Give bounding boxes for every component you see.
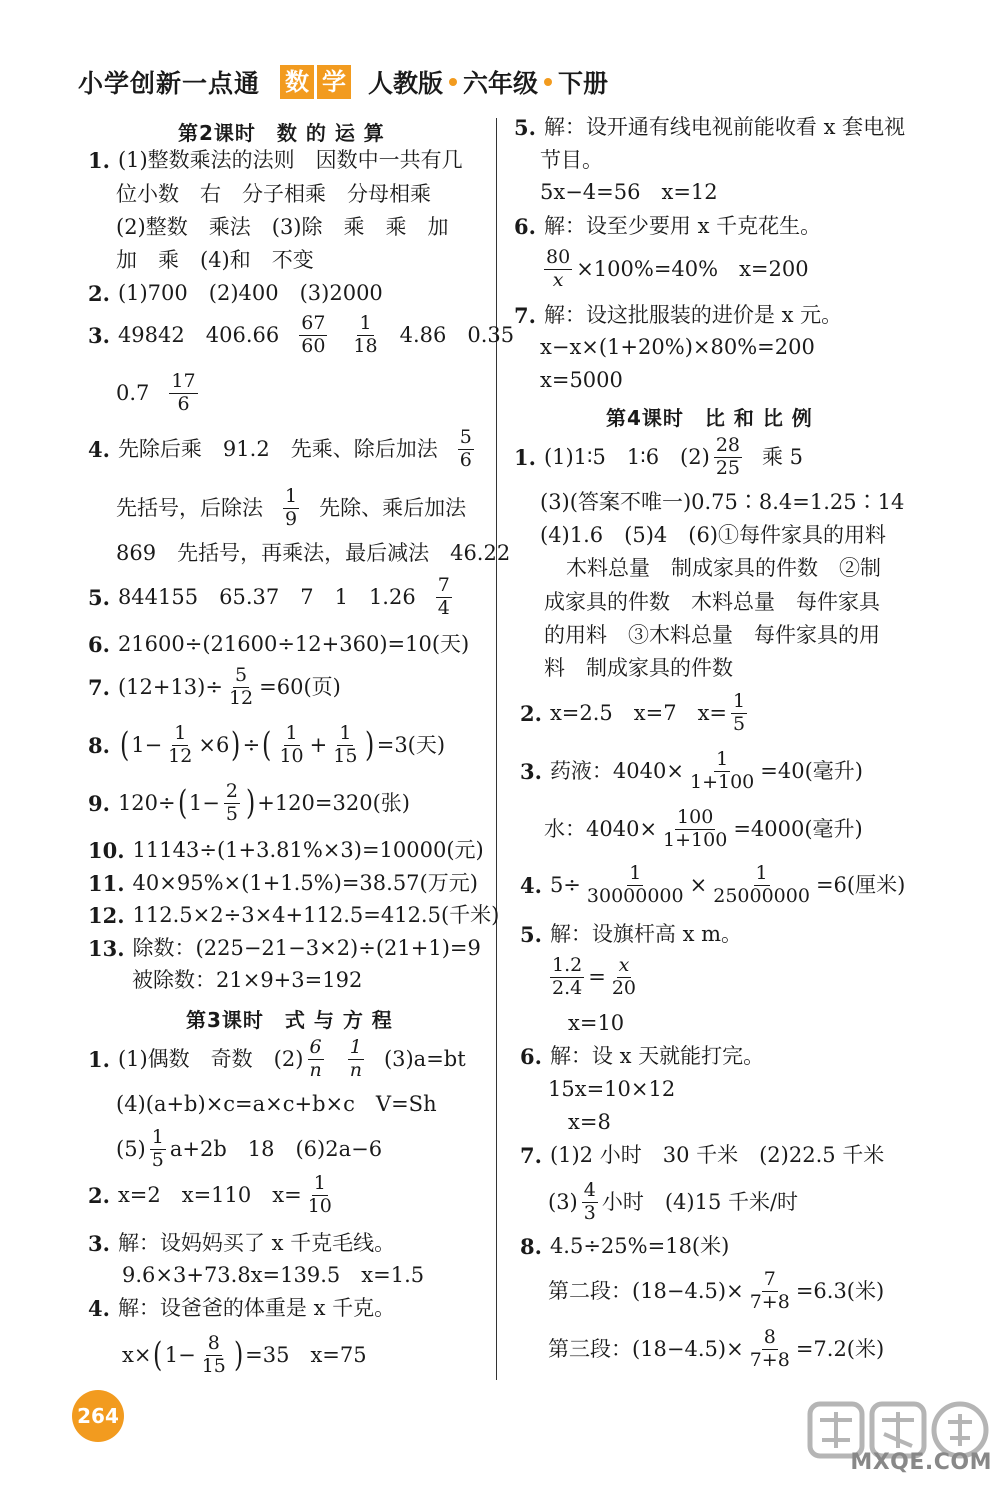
- answer-line: (3) $\frac{4}{3}$ 小时 (4)15 千米/时: [548, 1179, 799, 1224]
- answer-line: 7. 解：设这批服装的进价是 x 元。: [514, 303, 843, 328]
- answer-line: x−x×(1+20%)×80%=200: [540, 335, 815, 359]
- answer-line: 2. x=2.5 x=7 x= $\frac{1}{5}$: [520, 690, 746, 735]
- fraction: $\frac{1}{25000000}$: [713, 862, 810, 907]
- answer-line: 15x=10×12: [548, 1077, 676, 1101]
- answer-line: 4. 5÷ $\frac{1}{30000000}$ × $\frac{1}{25000000}$ =6(厘米): [520, 862, 906, 907]
- watermark-logo-icon: [804, 1400, 994, 1490]
- answer-line: 9. 120÷ ( 1− $\frac{2}{5}$ ) +120=320(张): [88, 780, 410, 825]
- fraction: $\frac{1}{5}$: [733, 690, 746, 735]
- fraction: $\frac{6}{n}$: [309, 1036, 322, 1081]
- answer-line: 12. 112.5×2÷3×4+112.5=412.5(千米): [88, 903, 500, 928]
- answer-line: 3. 药液：4040× $\frac{1}{1+100}$ =40(毫升): [520, 748, 863, 793]
- answer-line: x× ( 1− $\frac{8}{15}$ ) =35 x=75: [122, 1332, 367, 1377]
- grade-label: 六年级: [463, 69, 539, 98]
- section-title: 第3课时 式 与 方 程: [186, 1008, 393, 1032]
- answer-line: (5) $\frac{1}{5}$ a+2b 18 (6)2a−6: [116, 1126, 383, 1171]
- answer-line: 7. (12+13)÷ $\frac{5}{12}$ =60(页): [88, 664, 341, 709]
- fraction: $\frac{1.2}{2.4}$: [552, 954, 583, 999]
- answer-line: $\frac{1.2}{2.4}$ = $\frac{x}{20}$: [552, 954, 637, 999]
- answer-line: 被除数：21×9+3=192: [132, 968, 363, 992]
- answer-line: 6. 解：设至少要用 x 千克花生。: [514, 214, 822, 239]
- subject-char: 学: [317, 65, 351, 99]
- fraction: $\frac{100}{1+100}$: [663, 806, 728, 851]
- fraction: $\frac{1}{18}$: [353, 312, 378, 357]
- answer-line: 2. x=2 x=110 x= $\frac{1}{10}$: [88, 1172, 332, 1217]
- fraction: $\frac{1}{n}$: [349, 1036, 362, 1081]
- answer-line: (4)(a+b)×c=a×c+b×c V=Sh: [116, 1092, 437, 1116]
- fraction: $\frac{1}{5}$: [151, 1126, 164, 1171]
- fraction: $\frac{1}{12}$: [168, 722, 193, 767]
- section-title: 第2课时 数 的 运 算: [178, 121, 385, 145]
- edition-label: 人教版: [368, 69, 444, 98]
- answer-line: 水：4040× $\frac{100}{1+100}$ =4000(毫升): [544, 806, 863, 851]
- page-number: 264: [72, 1390, 124, 1442]
- answer-line: 加 乘 (4)和 不变: [116, 248, 314, 272]
- subject-badge: [280, 65, 354, 99]
- answer-line: $\frac{80}{x}$ ×100%=40% x=200: [546, 246, 809, 291]
- answer-line: 4. 解：设爸爸的体重是 x 千克。: [88, 1296, 396, 1321]
- fraction: $\frac{1}{9}$: [285, 485, 298, 530]
- answer-line: 1. (1)偶数 奇数 (2) $\frac{6}{n}$ $\frac{1}{n}$ (3)a=bt: [88, 1036, 466, 1081]
- answer-line: 成家具的件数 木料总量 每件家具: [544, 590, 880, 614]
- answer-line: 7. (1)2 小时 30 千米 (2)22.5 千米: [520, 1143, 885, 1168]
- fraction: $\frac{5}{12}$: [228, 664, 254, 709]
- answer-line: (2)整数 乘法 (3)除 乘 乘 加: [116, 215, 449, 239]
- answer-line: x=5000: [540, 368, 623, 392]
- answer-line: 6. 解：设 x 天就能打完。: [520, 1044, 765, 1069]
- fraction: $\frac{1}{1+100}$: [689, 748, 755, 793]
- answer-line: 8. ( 1− $\frac{1}{12}$ ×6 ) ÷ ( $\frac{1}{10}$ + $\frac{1}{15}$ ) =3(天): [88, 722, 446, 767]
- series-title: 小学创新一点通: [78, 69, 261, 98]
- fraction: $\frac{1}{10}$: [307, 1172, 332, 1217]
- answer-line: 5. 解：设旗杆高 x m。: [520, 922, 743, 947]
- fraction: $\frac{7}{4}$: [437, 574, 450, 619]
- answer-line: 第三段：(18−4.5)× $\frac{8}{7+8}$ =7.2(米): [548, 1326, 885, 1371]
- fraction: $\frac{80}{x}$: [546, 246, 571, 291]
- answer-line: 869 先括号，再乘法，最后减法 46.22: [116, 541, 511, 565]
- answer-line: 13. 除数：(225−21−3×2)÷(21+1)=9: [88, 936, 481, 961]
- fraction: $\frac{1}{10}$: [279, 722, 304, 767]
- subject-char: 数: [280, 65, 314, 99]
- watermark-text: MXQE.COM: [850, 1450, 992, 1475]
- answer-line: 8. 4.5÷25%=18(米): [520, 1234, 730, 1259]
- fraction: $\frac{8}{7+8}$: [749, 1326, 790, 1371]
- answer-line: 0.7 $\frac{17}{6}$: [116, 370, 196, 415]
- answer-line: 6. 21600÷(21600÷12+360)=10(天): [88, 632, 470, 657]
- answer-line: 2. (1)700 (2)400 (3)2000: [88, 281, 383, 306]
- answer-line: 第二段：(18−4.5)× $\frac{7}{7+8}$ =6.3(米): [548, 1268, 885, 1313]
- fraction: $\frac{1}{30000000}$: [586, 862, 684, 907]
- answer-line: 1. (1)1∶5 1∶6 (2) $\frac{28}{25}$ 乘 5: [514, 434, 804, 479]
- answer-line: 5. 844155 65.37 7 1 1.26 $\frac{7}{4}$: [88, 574, 450, 619]
- term-label: 下册: [558, 69, 609, 98]
- answer-line: x=8: [568, 1110, 611, 1134]
- separator-dot: [449, 78, 457, 86]
- answer-line: 料 制成家具的件数: [544, 656, 733, 680]
- answer-line: 节目。: [540, 148, 603, 172]
- fraction: $\frac{7}{7+8}$: [749, 1268, 790, 1313]
- answer-line: 5x−4=56 x=12: [540, 180, 718, 204]
- answer-line: 10. 11143÷(1+3.81%×3)=10000(元): [88, 838, 484, 863]
- answer-line: 9.6×3+73.8x=139.5 x=1.5: [122, 1263, 425, 1287]
- answer-line: 11. 40×95%×(1+1.5%)=38.57(万元): [88, 871, 478, 896]
- fraction: $\frac{2}{5}$: [225, 780, 238, 825]
- fraction: $\frac{17}{6}$: [171, 370, 196, 415]
- answer-line: 1. (1)整数乘法的法则 因数中一共有几: [88, 148, 463, 173]
- fraction: $\frac{8}{15}$: [201, 1332, 226, 1377]
- answer-line: 3. 49842 406.66 $\frac{67}{60}$ $\frac{1}{18}$ 4.86 0.35: [88, 312, 515, 357]
- answer-line: 位小数 右 分子相乘 分母相乘: [116, 182, 431, 206]
- fraction: $\frac{1}{15}$: [333, 722, 358, 767]
- fraction: $\frac{5}{6}$: [459, 426, 472, 471]
- answer-line: 4. 先除后乘 91.2 先乘、除后加法 $\frac{5}{6}$: [88, 426, 472, 471]
- answer-line: 木料总量 制成家具的件数 ②制: [566, 556, 881, 580]
- fraction: $\frac{x}{20}$: [611, 954, 637, 999]
- answer-line: 5. 解：设开通有线电视前能收看 x 套电视: [514, 115, 906, 140]
- section-title: 第4课时 比 和 比 例: [606, 406, 813, 430]
- answer-line: (4)1.6 (5)4 (6)①每件家具的用料: [540, 523, 886, 547]
- answer-line: x=10: [568, 1011, 625, 1035]
- column-divider: [496, 118, 497, 1380]
- separator-dot: [544, 78, 552, 86]
- answer-line: 先括号，后除法 $\frac{1}{9}$ 先除、乘后加法: [116, 485, 467, 530]
- answer-line: 的用料 ③木料总量 每件家具的用: [544, 623, 880, 647]
- fraction: $\frac{4}{3}$: [583, 1179, 596, 1224]
- answer-line: (3)(答案不唯一)0.75∶8.4=1.25∶14: [540, 490, 905, 514]
- fraction: $\frac{67}{60}$: [301, 312, 326, 357]
- fraction: $\frac{28}{25}$: [715, 434, 740, 479]
- book-header: [78, 62, 608, 102]
- answer-line: 3. 解：设妈妈买了 x 千克毛线。: [88, 1231, 396, 1256]
